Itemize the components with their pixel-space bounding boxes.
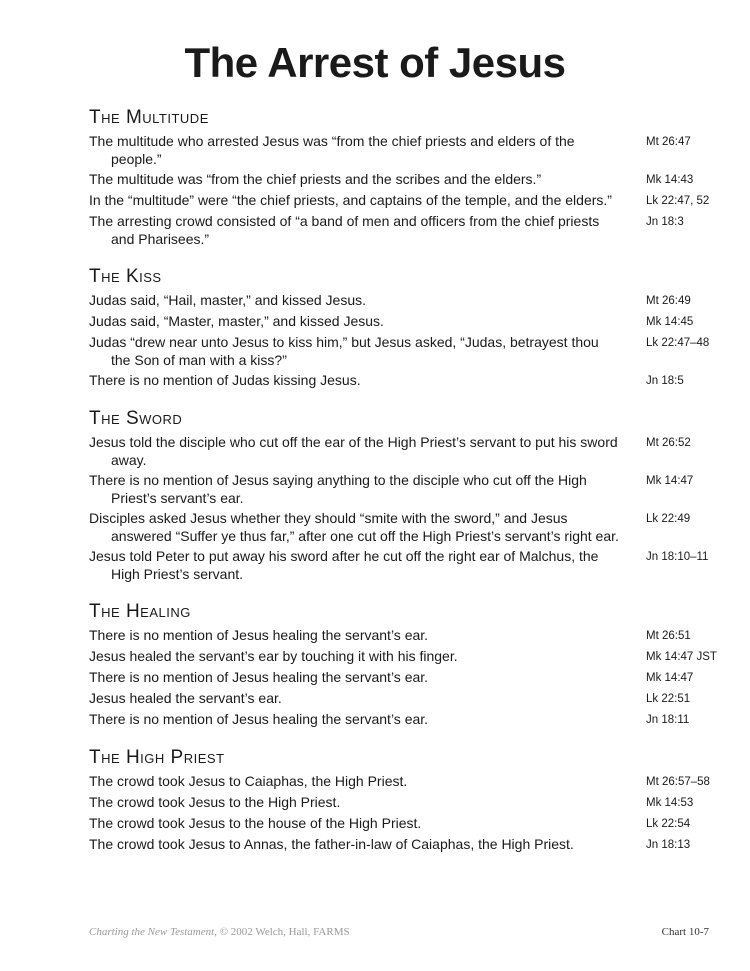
section-heading: The High Priest (89, 747, 225, 768)
footer-book-title: Charting the New Testament (89, 926, 215, 938)
row-statement: The arresting crowd consisted of “a band of men and officers from the chief priests and Pharisees.” (89, 213, 600, 247)
row-scripture-reference: Jn 18:10–11 (646, 551, 709, 563)
chart-row (89, 371, 719, 390)
chart-row (89, 191, 719, 210)
chart-row (89, 772, 719, 791)
row-scripture-reference: Mt 26:51 (646, 630, 691, 642)
row-scripture-reference: Lk 22:47–48 (646, 337, 710, 349)
chart-row (89, 835, 719, 854)
chart-row (89, 132, 719, 168)
section-heading: The Healing (89, 601, 191, 622)
chart-content (89, 106, 719, 871)
chart-row (89, 312, 719, 331)
chart-row (89, 433, 719, 469)
row-scripture-reference: Lk 22:47, 52 (646, 195, 710, 207)
row-statement: The crowd took Jesus to the house of the High Priest. (89, 815, 422, 831)
chart-row (89, 547, 719, 583)
row-statement: Judas “drew near unto Jesus to kiss him,” but Jesus asked, “Judas, betrayest thou the Son of man with a kiss?” (89, 334, 599, 368)
chart-row (89, 647, 719, 666)
row-scripture-reference: Mt 26:52 (646, 437, 691, 449)
row-statement: Jesus healed the servant’s ear by touching it with his finger. (89, 648, 458, 664)
footer-credit (89, 926, 350, 938)
chart-row (89, 509, 719, 545)
row-statement: The multitude was “from the chief priests and the scribes and the elders.” (89, 171, 542, 187)
section-heading: The Multitude (89, 107, 209, 128)
chart-row (89, 689, 719, 708)
chart-row (89, 333, 719, 369)
row-statement: There is no mention of Jesus healing the servant’s ear. (89, 669, 429, 685)
section (89, 746, 719, 854)
section (89, 265, 719, 390)
row-statement: Jesus told Peter to put away his sword after he cut off the right ear of Malchus, the High Priest’s servant. (89, 548, 599, 582)
chart-row (89, 814, 719, 833)
row-statement: There is no mention of Judas kissing Jesus. (89, 372, 361, 388)
chart-row (89, 710, 719, 729)
page-title: The Arrest of Jesus (184, 39, 566, 86)
row-scripture-reference: Mk 14:45 (646, 316, 694, 328)
row-statement: Judas said, “Master, master,” and kissed Jesus. (89, 313, 384, 329)
row-scripture-reference: Mt 26:49 (646, 295, 691, 307)
row-statement: Jesus healed the servant’s ear. (89, 690, 282, 706)
chart-row (89, 170, 719, 189)
section-heading: The Sword (89, 408, 183, 429)
row-scripture-reference: Mt 26:47 (646, 136, 691, 148)
row-scripture-reference: Lk 22:49 (646, 513, 691, 525)
footer-chart-number: Chart 10-7 (661, 926, 709, 938)
row-statement: Jesus told the disciple who cut off the ear of the High Priest’s servant to put his sword away. (89, 434, 618, 468)
row-scripture-reference: Mk 14:47 (646, 475, 694, 487)
chart-row (89, 793, 719, 812)
row-statement: The crowd took Jesus to Caiaphas, the High Priest. (89, 773, 408, 789)
row-statement: The crowd took Jesus to the High Priest. (89, 794, 341, 810)
row-scripture-reference: Lk 22:54 (646, 818, 691, 830)
chart-row (89, 212, 719, 248)
row-scripture-reference: Jn 18:3 (646, 216, 684, 228)
row-scripture-reference: Mk 14:43 (646, 174, 694, 186)
row-statement: In the “multitude” were “the chief priests, and captains of the temple, and the elders.” (89, 192, 612, 208)
row-statement: The crowd took Jesus to Annas, the father-in-law of Caiaphas, the High Priest. (89, 836, 574, 852)
chart-row (89, 668, 719, 687)
row-scripture-reference: Jn 18:5 (646, 375, 684, 387)
section (89, 407, 719, 583)
section (89, 106, 719, 248)
section (89, 600, 719, 729)
row-scripture-reference: Mk 14:47 (646, 672, 694, 684)
row-statement: There is no mention of Jesus healing the servant’s ear. (89, 627, 429, 643)
row-statement: Judas said, “Hail, master,” and kissed Jesus. (89, 292, 367, 308)
row-scripture-reference: Mt 26:57–58 (646, 776, 710, 788)
row-statement: There is no mention of Jesus healing the servant’s ear. (89, 711, 429, 727)
chart-row (89, 471, 719, 507)
chart-row (89, 291, 719, 310)
row-scripture-reference: Mk 14:53 (646, 797, 694, 809)
row-statement: The multitude who arrested Jesus was “from the chief priests and elders of the people.” (89, 133, 575, 167)
chart-row (89, 626, 719, 645)
row-scripture-reference: Lk 22:51 (646, 693, 691, 705)
section-heading: The Kiss (89, 266, 162, 287)
row-scripture-reference: Jn 18:13 (646, 839, 691, 851)
row-statement: There is no mention of Jesus saying anything to the disciple who cut off the High Priest’s servant’s ear. (89, 472, 587, 506)
footer-copyright: , © 2002 Welch, Hall, FARMS (214, 926, 350, 938)
row-scripture-reference: Mk 14:47 JST (646, 651, 717, 663)
row-statement: Disciples asked Jesus whether they should “smite with the sword,” and Jesus answered “Suffer ye thus far,” after one cut off the High Priest’s servant’s right ear. (89, 510, 619, 544)
page-footer (89, 926, 709, 938)
row-scripture-reference: Jn 18:11 (646, 714, 690, 726)
